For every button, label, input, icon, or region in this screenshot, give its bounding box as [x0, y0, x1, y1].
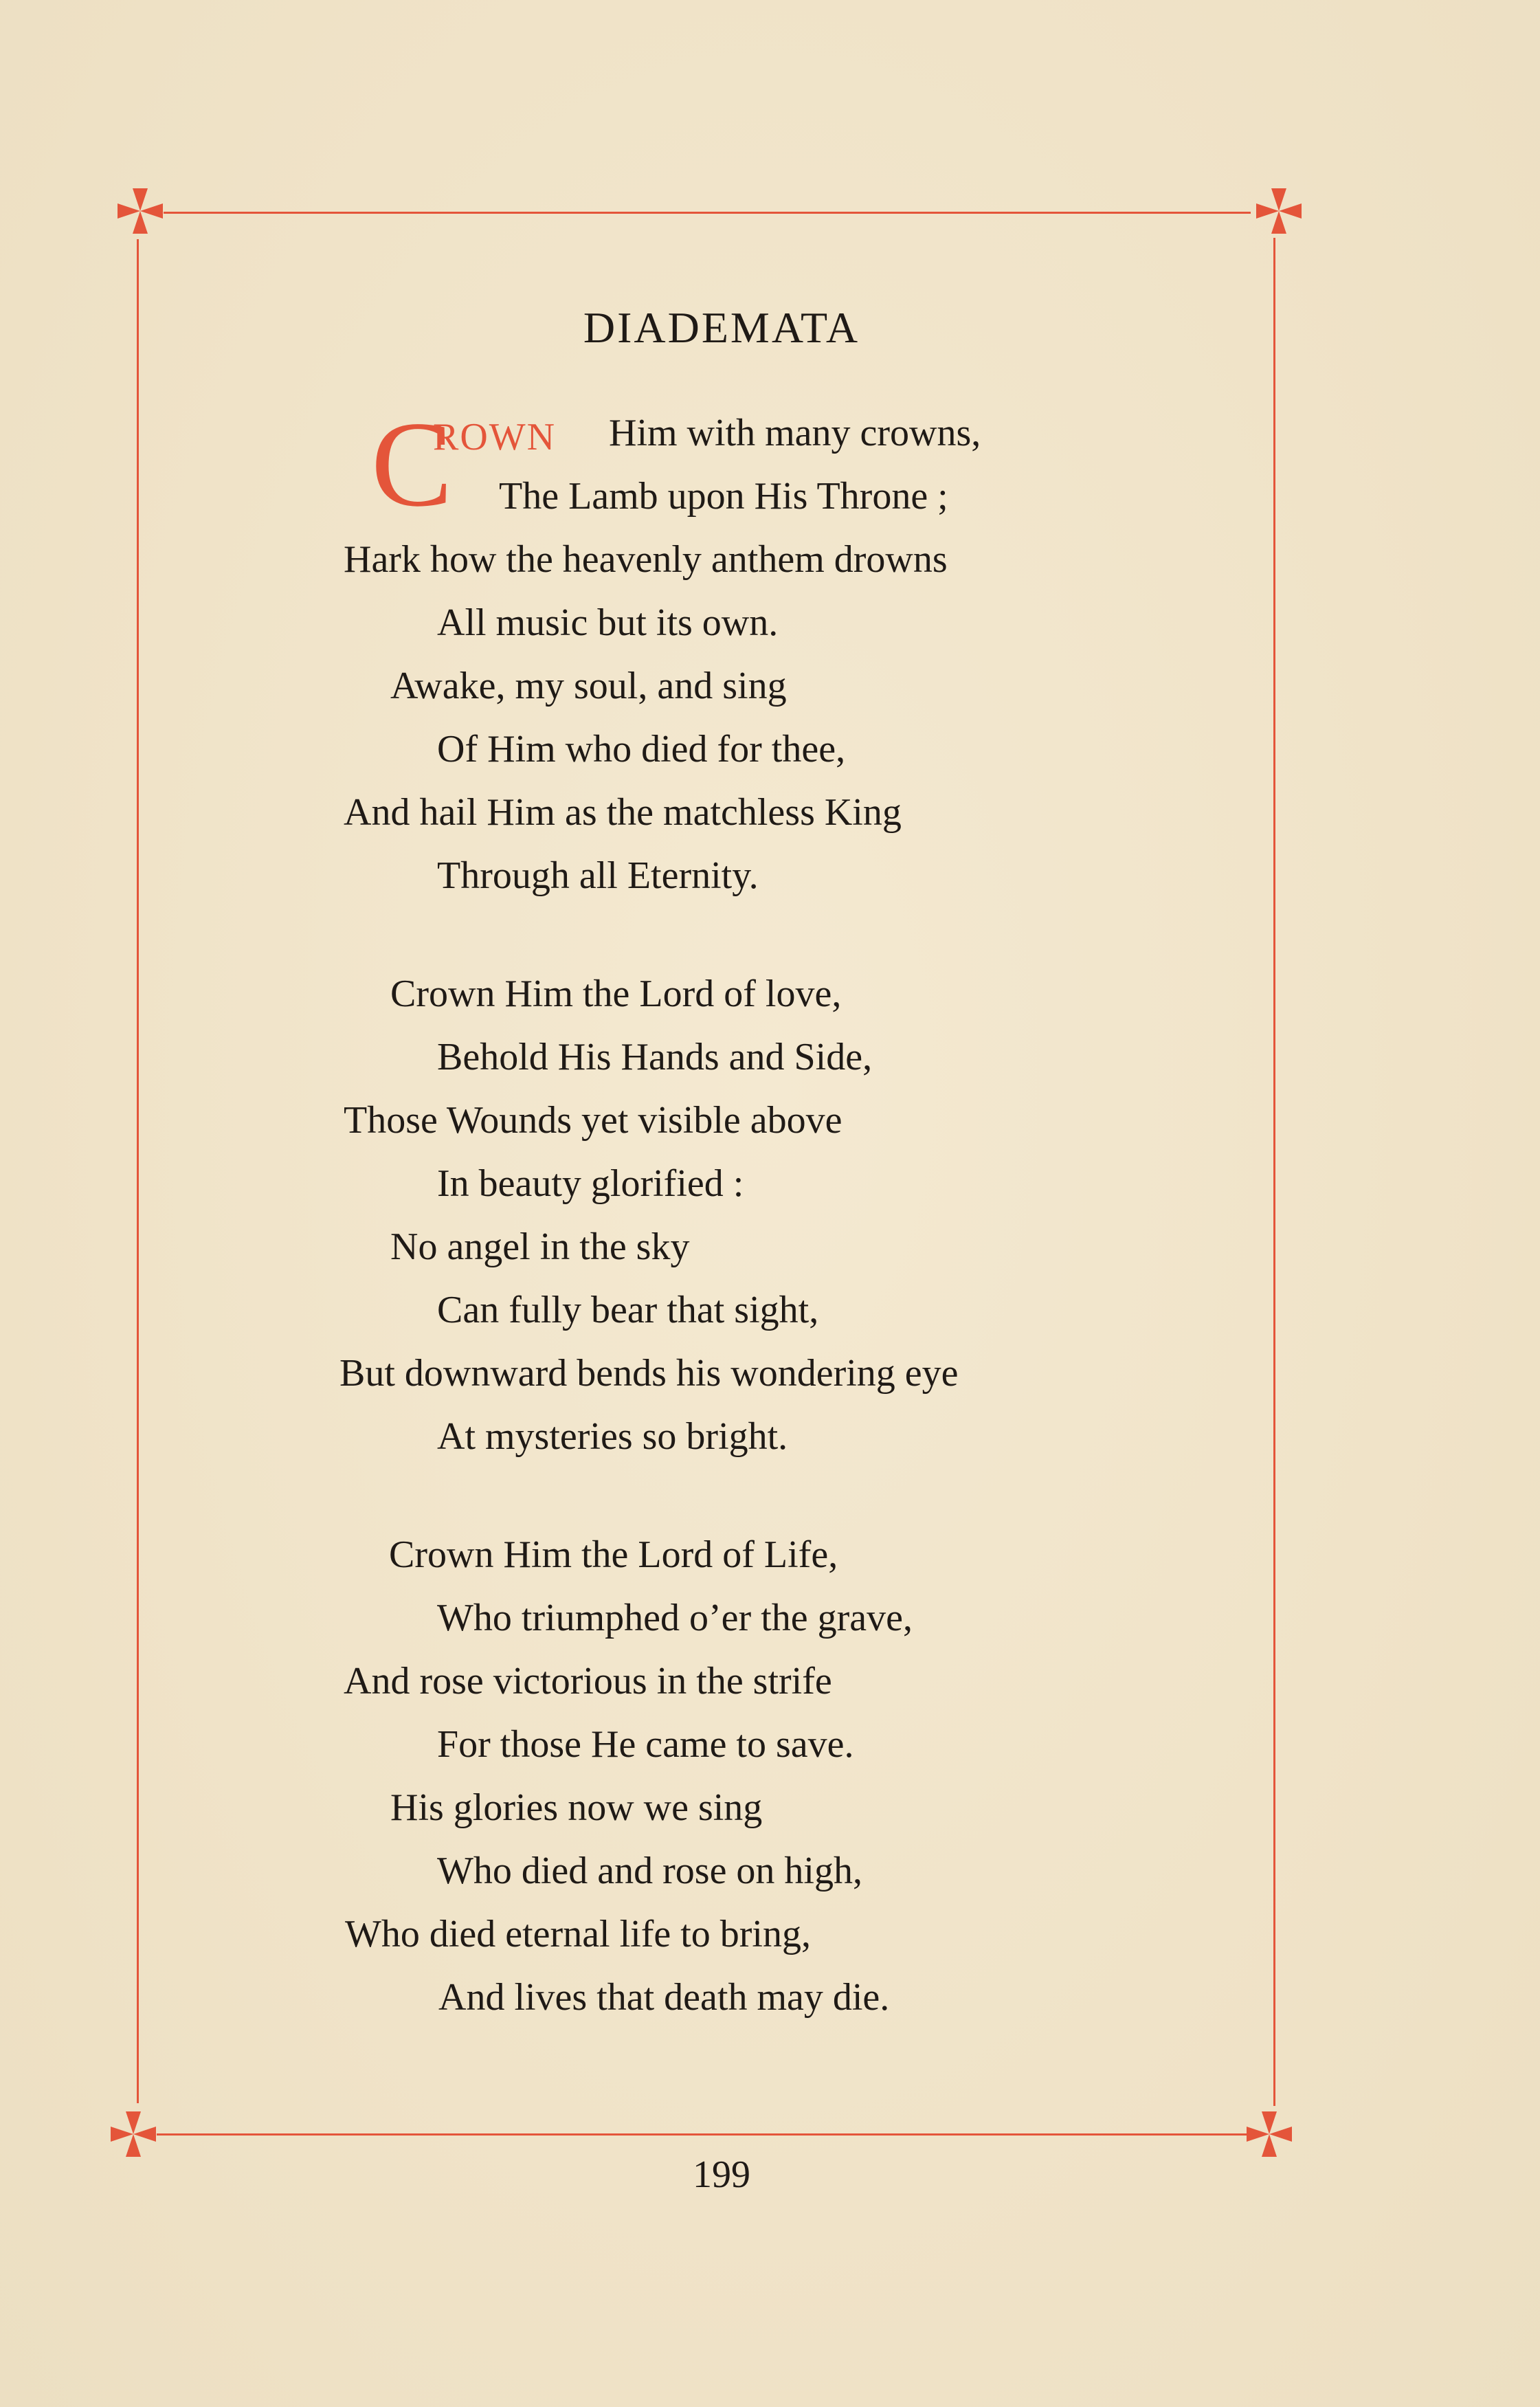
poem-line: And lives that death may die. [438, 1976, 890, 2019]
poem-line: Who triumphed o’er the grave, [437, 1597, 913, 1639]
poem-line: At mysteries so bright. [437, 1415, 788, 1458]
poem-line: Crown Him the Lord of Life, [389, 1533, 838, 1576]
poem-title: DIADEMATA [583, 303, 860, 352]
poem-line: But downward bends his wondering eye [339, 1352, 959, 1395]
poem-line: For those He came to save. [437, 1723, 854, 1766]
poem-line: All music but its own. [437, 601, 779, 644]
poem-line: Of Him who died for thee, [437, 728, 846, 770]
poem-line: Hark how the heavenly anthem drowns [344, 538, 948, 581]
poem-line: And rose victorious in the strife [344, 1660, 832, 1702]
poem-line: Him with many crowns, [609, 412, 981, 454]
poem-line: No angel in the sky [390, 1225, 690, 1268]
poem-line: Through all Eternity. [437, 854, 759, 897]
poem-line: The Lamb upon His Throne ; [499, 475, 948, 518]
poem-line: Behold His Hands and Side, [437, 1036, 873, 1078]
drop-cap: C [371, 396, 453, 532]
poem-line: His glories now we sing [390, 1786, 763, 1829]
poem-line: Who died and rose on high, [437, 1850, 862, 1892]
poem-line: And hail Him as the matchless King [344, 791, 902, 834]
poem-line: Awake, my soul, and sing [390, 665, 787, 707]
poem-line: Who died eternal life to bring, [345, 1913, 811, 1955]
poem-line: Crown Him the Lord of love, [390, 973, 842, 1015]
poem-line: In beauty glorified : [437, 1162, 744, 1205]
page-number: 199 [693, 2153, 750, 2196]
opening-word-small-caps: ROWN [433, 416, 557, 458]
poem-line: Can fully bear that sight, [437, 1289, 819, 1331]
poem-line: Those Wounds yet visible above [344, 1099, 842, 1142]
